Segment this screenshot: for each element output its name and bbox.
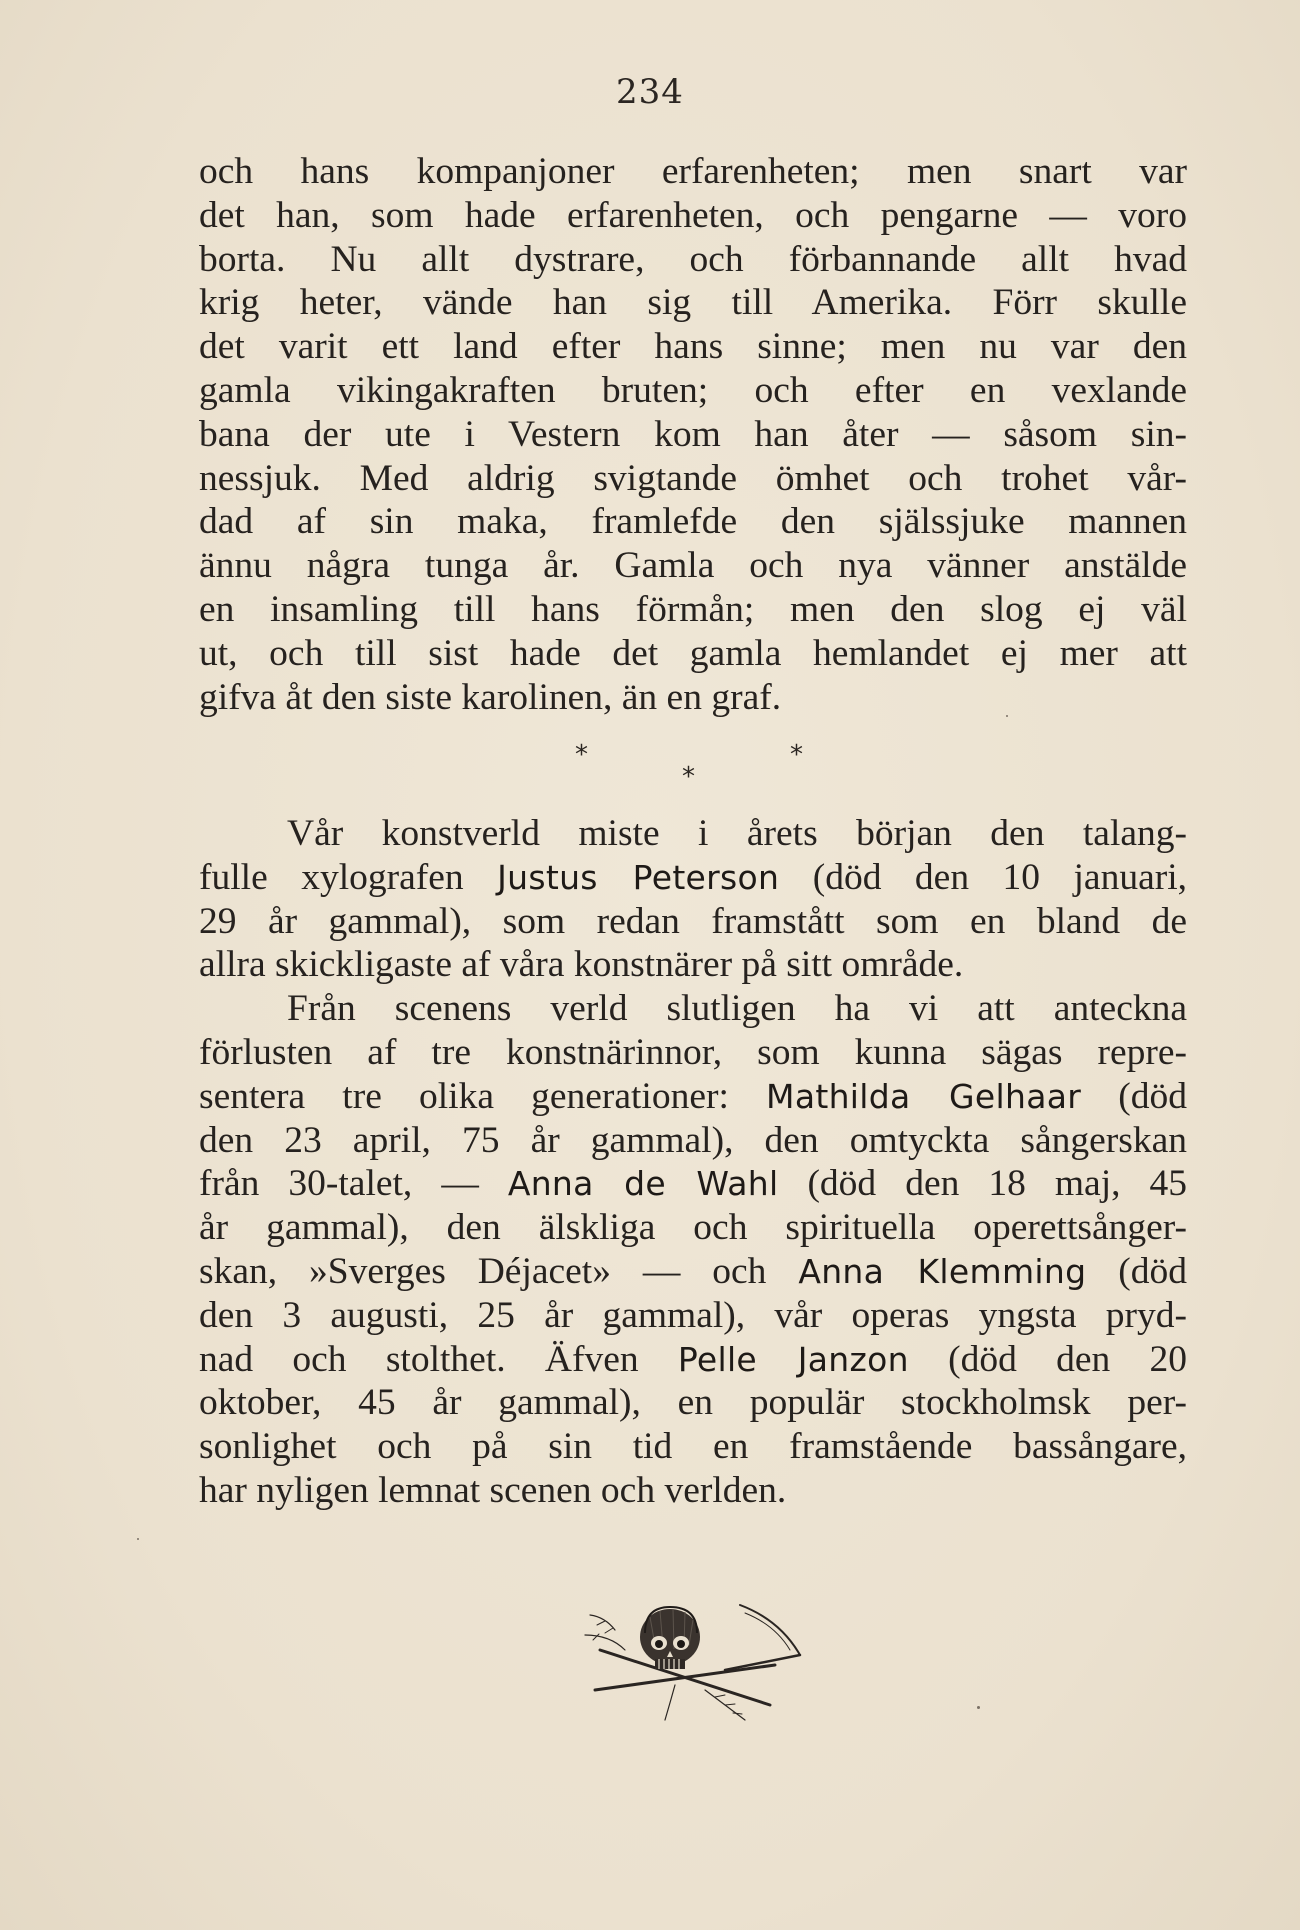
person-name: Pelle Janzon — [677, 1339, 909, 1379]
text-line: dad af sin maka, framlefde den själssjuke mannen — [199, 501, 1187, 543]
text-line: gifva åt den siste karolinen, än en graf. — [199, 676, 782, 718]
paper-speck — [137, 1538, 139, 1540]
person-name: Anna Klemming — [798, 1251, 1087, 1291]
text-line: bana der ute i Vestern kom han åter — såsom sin- — [199, 413, 1187, 455]
paper-speck — [977, 1706, 980, 1709]
separator-star: * — [575, 740, 588, 770]
text-line: oktober, 45 år gammal), en populär stockholmsk per- — [199, 1382, 1187, 1424]
text-line: har nyligen lemnat scenen och verlden. — [199, 1469, 787, 1511]
text-line: det han, som hade erfarenheten, och pengarne — voro — [199, 194, 1187, 236]
text-line: den 23 april, 75 år gammal), den omtyckta sångerskan — [199, 1119, 1187, 1161]
text-line: Från scenens verld slutligen ha vi att anteckna — [287, 988, 1187, 1030]
text-line: skan, »Sverges Déjacet» — och Anna Klemming (död — [199, 1250, 1187, 1292]
paper-speck — [1006, 715, 1008, 717]
text-line: den 3 augusti, 25 år gammal), vår operas yngsta pryd- — [199, 1294, 1187, 1336]
text-line: och hans kompanjoner erfarenheten; men snart var — [199, 151, 1187, 192]
section-separator — [0, 740, 1300, 800]
text-line: Vår konstverld miste i årets början den talang- — [287, 813, 1187, 854]
person-name: Mathilda Gelhaar — [766, 1076, 1082, 1116]
text-line: fulle xylografen Justus Peterson (död den 10 januari, — [199, 856, 1188, 898]
obituary-text — [199, 812, 1187, 1513]
text-line: borta. Nu allt dystrare, och förbannande allt hvad — [199, 238, 1187, 280]
text-line: en insamling till hans förmån; men den slog ej väl — [199, 588, 1187, 630]
text-line: sonlighet och på sin tid en framstående bassångare, — [199, 1426, 1187, 1468]
page-number: 234 — [616, 72, 684, 112]
text-line: det varit ett land efter hans sinne; men nu var den — [199, 326, 1187, 368]
person-name: Anna de Wahl — [507, 1164, 779, 1204]
text-line: sentera tre olika generationer: Mathilda Gelhaar (död — [199, 1075, 1187, 1117]
text-line: nad och stolthet. Äfven Pelle Janzon (död den 20 — [199, 1338, 1187, 1380]
text-line: ännu några tunga år. Gamla och nya vänner anstälde — [199, 545, 1187, 587]
text-line: ut, och till sist hade det gamla hemlandet ej mer att — [199, 632, 1187, 674]
text-line: krig heter, vände han sig till Amerika. Förr skulle — [199, 282, 1187, 324]
text-line: år gammal), den älskliga och spirituella operettsånger- — [199, 1207, 1187, 1249]
person-name: Justus Peterson — [497, 857, 780, 897]
text-line: 29 år gammal), som redan framstått som en bland de — [199, 900, 1187, 942]
separator-star: * — [790, 740, 803, 770]
paragraph-1 — [199, 150, 1187, 719]
text-line: från 30-talet, — Anna de Wahl (död den 18 maj, 45 — [199, 1163, 1188, 1205]
skull-crossbones-ornament-icon — [575, 1595, 815, 1725]
text-line: gamla vikingakraften bruten; och efter en vexlande — [199, 369, 1187, 411]
text-line: nessjuk. Med aldrig svigtande ömhet och trohet vår- — [199, 457, 1187, 499]
text-line: förlusten af tre konstnärinnor, som kunna sägas repre- — [199, 1031, 1187, 1073]
text-line: allra skickligaste af våra konstnärer på sitt område. — [199, 944, 964, 986]
separator-star: * — [682, 762, 695, 792]
